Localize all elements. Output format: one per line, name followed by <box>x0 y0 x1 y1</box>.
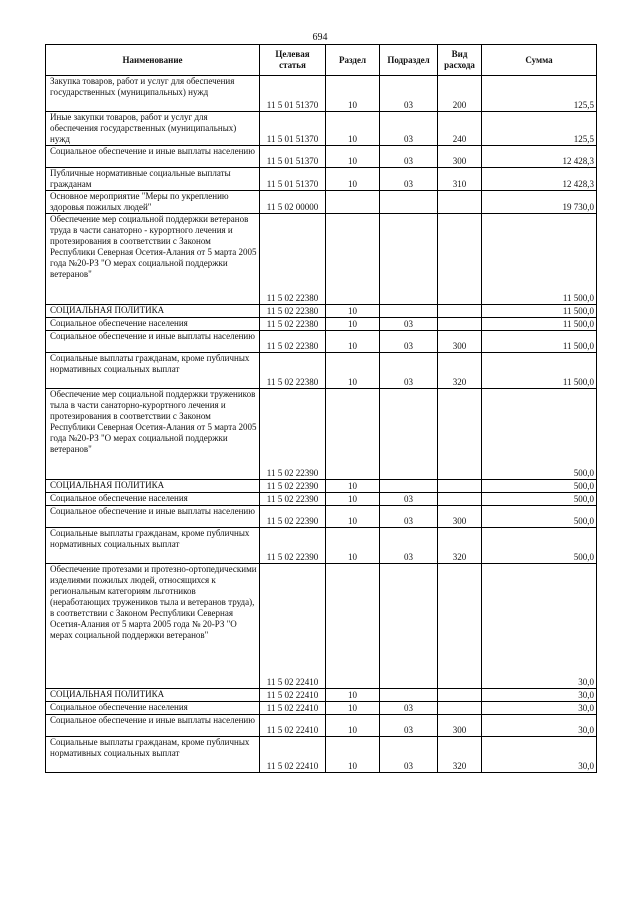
row-section <box>326 191 380 214</box>
row-target: 11 5 02 22380 <box>260 214 326 305</box>
table-row <box>46 715 597 737</box>
row-name: Социальное обеспечение и иные выплаты населению <box>46 331 260 353</box>
table-row <box>46 331 597 353</box>
row-subsection: 03 <box>380 331 438 353</box>
row-kind: 320 <box>438 353 482 389</box>
row-subsection: 03 <box>380 702 438 715</box>
row-subsection <box>380 214 438 305</box>
table-row <box>46 168 597 191</box>
row-subsection <box>380 389 438 480</box>
row-name: Закупка товаров, работ и услуг для обеспечения государственных (муниципальных) нужд <box>46 76 260 112</box>
row-target: 11 5 02 22410 <box>260 564 326 689</box>
table-row <box>46 353 597 389</box>
row-section: 10 <box>326 689 380 702</box>
row-section: 10 <box>326 480 380 493</box>
row-kind: 300 <box>438 506 482 528</box>
row-kind <box>438 214 482 305</box>
row-target: 11 5 02 22410 <box>260 702 326 715</box>
row-subsection: 03 <box>380 528 438 564</box>
table-row <box>46 305 597 318</box>
table-row <box>46 564 597 689</box>
table-row <box>46 737 597 773</box>
row-kind <box>438 564 482 689</box>
table-row <box>46 112 597 146</box>
table-row <box>46 318 597 331</box>
row-section: 10 <box>326 146 380 168</box>
table-header-row <box>46 45 597 76</box>
row-name: Социальные выплаты гражданам, кроме публичных нормативных социальных выплат <box>46 353 260 389</box>
row-target: 11 5 01 51370 <box>260 168 326 191</box>
row-subsection: 03 <box>380 146 438 168</box>
row-section: 10 <box>326 715 380 737</box>
row-target: 11 5 02 22410 <box>260 737 326 773</box>
row-kind <box>438 702 482 715</box>
row-sum: 500,0 <box>482 389 597 480</box>
row-name: Публичные нормативные социальные выплаты гражданам <box>46 168 260 191</box>
row-kind: 240 <box>438 112 482 146</box>
row-name: Социальные выплаты гражданам, кроме публичных нормативных социальных выплат <box>46 528 260 564</box>
row-subsection: 03 <box>380 506 438 528</box>
row-sum: 30,0 <box>482 689 597 702</box>
row-section: 10 <box>326 353 380 389</box>
row-target: 11 5 02 22410 <box>260 715 326 737</box>
row-subsection <box>380 480 438 493</box>
row-target: 11 5 02 22390 <box>260 389 326 480</box>
row-sum: 30,0 <box>482 737 597 773</box>
row-name: Обеспечение протезами и протезно-ортопедическими изделиями пожилых людей, относящихся к региональным категориям льготников (неработающих тружеников тыла и ветеранов труда), в соответствии с Законом Республики Северная Осетия-Алания от 5 марта 2005 года № 20-РЗ "О мерах социальной поддержки ветеранов" <box>46 564 260 689</box>
row-kind <box>438 480 482 493</box>
row-sum: 500,0 <box>482 528 597 564</box>
row-name: Социальное обеспечение населения <box>46 493 260 506</box>
row-section: 10 <box>326 112 380 146</box>
row-kind <box>438 389 482 480</box>
row-subsection: 03 <box>380 737 438 773</box>
row-target: 11 5 02 22380 <box>260 318 326 331</box>
row-name: Обеспечение мер социальной поддержки ветеранов труда в части санаторно - курортного лечения и протезирования в соответствии с Законом Республики Северная Осетия-Алания от 5 марта 2005 года №20-РЗ "О мерах социальной поддержки ветеранов" <box>46 214 260 305</box>
row-subsection: 03 <box>380 493 438 506</box>
row-sum: 11 500,0 <box>482 305 597 318</box>
row-sum: 30,0 <box>482 564 597 689</box>
row-subsection <box>380 191 438 214</box>
row-sum: 125,5 <box>482 112 597 146</box>
row-sum: 11 500,0 <box>482 214 597 305</box>
table-row <box>46 146 597 168</box>
row-subsection: 03 <box>380 112 438 146</box>
table-row <box>46 702 597 715</box>
row-sum: 12 428,3 <box>482 146 597 168</box>
row-subsection: 03 <box>380 715 438 737</box>
table-row <box>46 76 597 112</box>
row-kind: 300 <box>438 146 482 168</box>
row-subsection <box>380 564 438 689</box>
row-target: 11 5 02 22380 <box>260 353 326 389</box>
budget-table <box>45 44 597 773</box>
page-number: 694 <box>312 32 328 43</box>
row-kind: 310 <box>438 168 482 191</box>
table-row <box>46 389 597 480</box>
row-target: 11 5 02 22410 <box>260 689 326 702</box>
row-subsection: 03 <box>380 353 438 389</box>
row-section: 10 <box>326 702 380 715</box>
row-sum: 11 500,0 <box>482 331 597 353</box>
header-target: Целевая статья <box>260 45 326 76</box>
row-kind <box>438 318 482 331</box>
table-row <box>46 493 597 506</box>
row-subsection <box>380 689 438 702</box>
row-section <box>326 389 380 480</box>
row-section: 10 <box>326 76 380 112</box>
row-kind <box>438 305 482 318</box>
row-name: Иные закупки товаров, работ и услуг для обеспечения государственных (муниципальных) нужд <box>46 112 260 146</box>
row-kind: 300 <box>438 715 482 737</box>
row-section: 10 <box>326 168 380 191</box>
row-section: 10 <box>326 305 380 318</box>
row-section <box>326 214 380 305</box>
row-sum: 500,0 <box>482 480 597 493</box>
row-section: 10 <box>326 318 380 331</box>
row-section: 10 <box>326 493 380 506</box>
row-sum: 19 730,0 <box>482 191 597 214</box>
header-section: Раздел <box>326 45 380 76</box>
header-name: Наименование <box>46 45 260 76</box>
row-sum: 11 500,0 <box>482 318 597 331</box>
header-subsection: Подраздел <box>380 45 438 76</box>
row-subsection: 03 <box>380 168 438 191</box>
table-row <box>46 214 597 305</box>
table-row <box>46 689 597 702</box>
header-kind: Вид расхода <box>438 45 482 76</box>
row-target: 11 5 02 22380 <box>260 331 326 353</box>
row-sum: 30,0 <box>482 702 597 715</box>
row-kind <box>438 493 482 506</box>
row-sum: 11 500,0 <box>482 353 597 389</box>
row-name: Социальное обеспечение и иные выплаты населению <box>46 506 260 528</box>
row-section: 10 <box>326 506 380 528</box>
row-subsection: 03 <box>380 318 438 331</box>
row-name: Обеспечение мер социальной поддержки тружеников тыла в части санаторно-курортного лечения и протезирования в соответствии с Законом Республики Северная Осетия-Алания от 5 марта 2005 года №20-РЗ "О мерах социальной поддержки ветеранов" <box>46 389 260 480</box>
header-sum: Сумма <box>482 45 597 76</box>
table-row <box>46 191 597 214</box>
table-row <box>46 480 597 493</box>
row-name: Социальное обеспечение населения <box>46 318 260 331</box>
row-sum: 30,0 <box>482 715 597 737</box>
row-kind: 300 <box>438 331 482 353</box>
row-sum: 500,0 <box>482 493 597 506</box>
row-kind: 200 <box>438 76 482 112</box>
row-target: 11 5 02 00000 <box>260 191 326 214</box>
row-subsection: 03 <box>380 76 438 112</box>
row-target: 11 5 02 22390 <box>260 493 326 506</box>
row-name: Социальные выплаты гражданам, кроме публичных нормативных социальных выплат <box>46 737 260 773</box>
row-kind: 320 <box>438 737 482 773</box>
row-kind <box>438 191 482 214</box>
row-section: 10 <box>326 528 380 564</box>
row-kind: 320 <box>438 528 482 564</box>
row-target: 11 5 01 51370 <box>260 146 326 168</box>
row-sum: 12 428,3 <box>482 168 597 191</box>
row-section: 10 <box>326 331 380 353</box>
row-section <box>326 564 380 689</box>
row-target: 11 5 02 22390 <box>260 528 326 564</box>
table-row <box>46 528 597 564</box>
row-target: 11 5 02 22380 <box>260 305 326 318</box>
row-name: Социальное обеспечение населения <box>46 702 260 715</box>
row-name: Основное мероприятие "Меры по укреплению здоровья пожилых людей" <box>46 191 260 214</box>
row-name: СОЦИАЛЬНАЯ ПОЛИТИКА <box>46 305 260 318</box>
row-target: 11 5 02 22390 <box>260 506 326 528</box>
row-subsection <box>380 305 438 318</box>
row-sum: 125,5 <box>482 76 597 112</box>
row-name: СОЦИАЛЬНАЯ ПОЛИТИКА <box>46 689 260 702</box>
row-sum: 500,0 <box>482 506 597 528</box>
row-kind <box>438 689 482 702</box>
row-name: Социальное обеспечение и иные выплаты населению <box>46 146 260 168</box>
row-name: Социальное обеспечение и иные выплаты населению <box>46 715 260 737</box>
table-row <box>46 506 597 528</box>
row-target: 11 5 01 51370 <box>260 76 326 112</box>
row-target: 11 5 02 22390 <box>260 480 326 493</box>
row-name: СОЦИАЛЬНАЯ ПОЛИТИКА <box>46 480 260 493</box>
row-target: 11 5 01 51370 <box>260 112 326 146</box>
row-section: 10 <box>326 737 380 773</box>
